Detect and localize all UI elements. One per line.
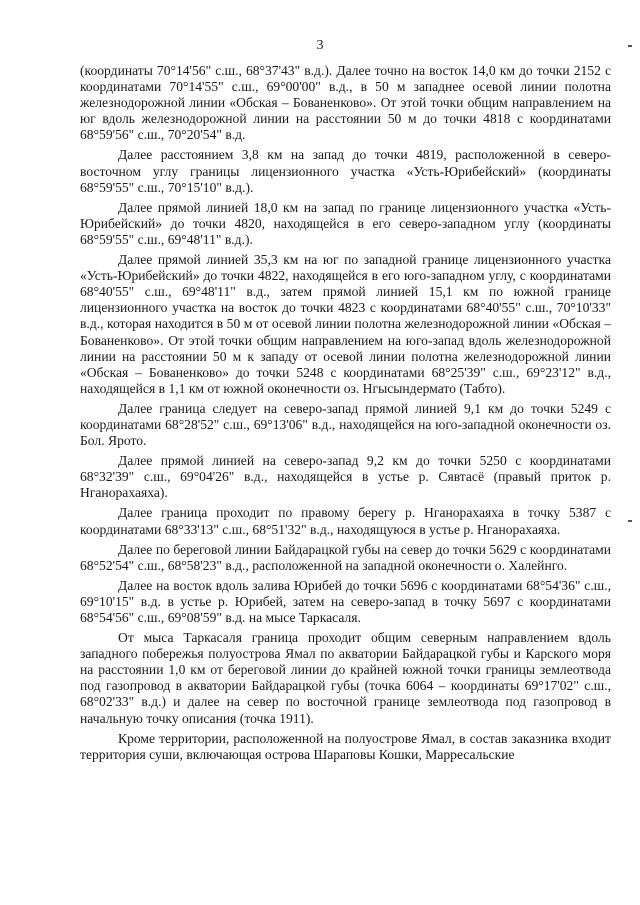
scan-mark-top [628, 45, 632, 47]
paragraph-1: (координаты 70°14'56" с.ш., 68°37'43" в.д.). Далее точно на восток 14,0 км до точки 2152 с координатами 70°14'55" с.ш., 69°00'00" в.д., в 50 м западнее осевой линии полотна железнодорожной линии «Обская – Бованенково». От этой точки общим направлением на юг вдоль железнодорожной линии на расстоянии 50 м до точки 4818 с координатами 68°59'56" с.ш., 70°20'54" в.д. [80, 63, 611, 143]
scan-mark-middle [628, 520, 632, 522]
paragraph-5: Далее граница следует на северо-запад прямой линией 9,1 км до точки 5249 с координатами 68°28'52" с.ш., 69°13'06" в.д., находящейся на юго-западной оконечности оз. Бол. Ярото. [80, 400, 611, 449]
paragraph-3: Далее прямой линией 18,0 км на запад по границе лицензионного участка «Усть-Юрибейский» до точки 4820, находящейся в его северо-западном углу (координаты 68°59'55" с.ш., 69°48'11" в.д.). [80, 199, 611, 247]
paragraph-9: Далее на восток вдоль залива Юрибей до точки 5696 с координатами 68°54'36" с.ш., 69°10'15" в.д. в устье р. Юрибей, затем на северо-запад в точку 5697 с координатами 68°54'56" с.ш., 69°08'59" в.д. на мысе Таркасаля. [80, 577, 611, 625]
body-text [80, 63, 611, 767]
paragraph-2: Далее расстоянием 3,8 км на запад до точки 4819, расположенной в северо-восточном углу границы лицензионного участка «Усть-Юрибейский» (координаты 68°59'55" с.ш., 70°15'10" в.д.). [80, 147, 611, 195]
paragraph-6: Далее прямой линией на северо-запад 9,2 км до точки 5250 с координатами 68°32'39" с.ш., 69°04'26" в.д., находящейся в устье р. Сявтасё (правый приток р. Нганорахаяха). [80, 453, 611, 501]
paragraph-11: Кроме территории, расположенной на полуострове Ямал, в состав заказника входит территория суши, включающая острова Шараповы Кошки, Марресальские [80, 730, 611, 762]
paragraph-4: Далее прямой линией 35,3 км на юг по западной границе лицензионного участка «Усть-Юрибейский» до точки 4822, находящейся в его юго-западном углу, с координатами 68°40'55" с.ш., 69°48'11" в.д., затем прямой линией 15,1 км по южной границе лицензионного участка на восток до точки 4823 с координатами 68°40'55" с.ш., 70°10'33" в.д., которая находится в 50 м от осевой линии полотна железнодорожной линии «Обская – Бованенково». От этой точки общим направлением на юго-запад вдоль железнодорожной линии на расстоянии 50 м к западу от осевой линии полотна железнодорожной линии «Обская – Бованенково» до точки 5248 с координатами 68°25'39" с.ш., 69°23'12" в.д., находящейся в 1,1 км от южной оконечности оз. Нгысындермато (Табто). [80, 252, 611, 396]
page-number: 3 [316, 38, 324, 53]
paragraph-8: Далее по береговой линии Байдарацкой губы на север до точки 5629 с координатами 68°52'54" с.ш., 68°58'23" в.д., расположенной на западной оконечности о. Халейнго. [80, 541, 611, 573]
paragraph-7: Далее граница проходит по правому берегу р. Нганорахаяха в точку 5387 с координатами 68°33'13" с.ш., 68°51'32" в.д., находящуюся в устье р. Нганорахаяха. [80, 505, 611, 537]
paragraph-10: От мыса Таркасаля граница проходит общим северным направлением вдоль западного побережья полуострова Ямал по акватории Байдарацкой губы и Карского моря на расстоянии 1,0 км от береговой линии до крайней южной точки границы землеотвода под газопровод в акватории Байдарацкой губы (точка 6064 – координаты 69°17'02" с.ш., 68°02'33" в.д.) и далее на север по восточной границе землеотвода под газопровод в начальную точку описания (точка 1911). [80, 630, 611, 726]
